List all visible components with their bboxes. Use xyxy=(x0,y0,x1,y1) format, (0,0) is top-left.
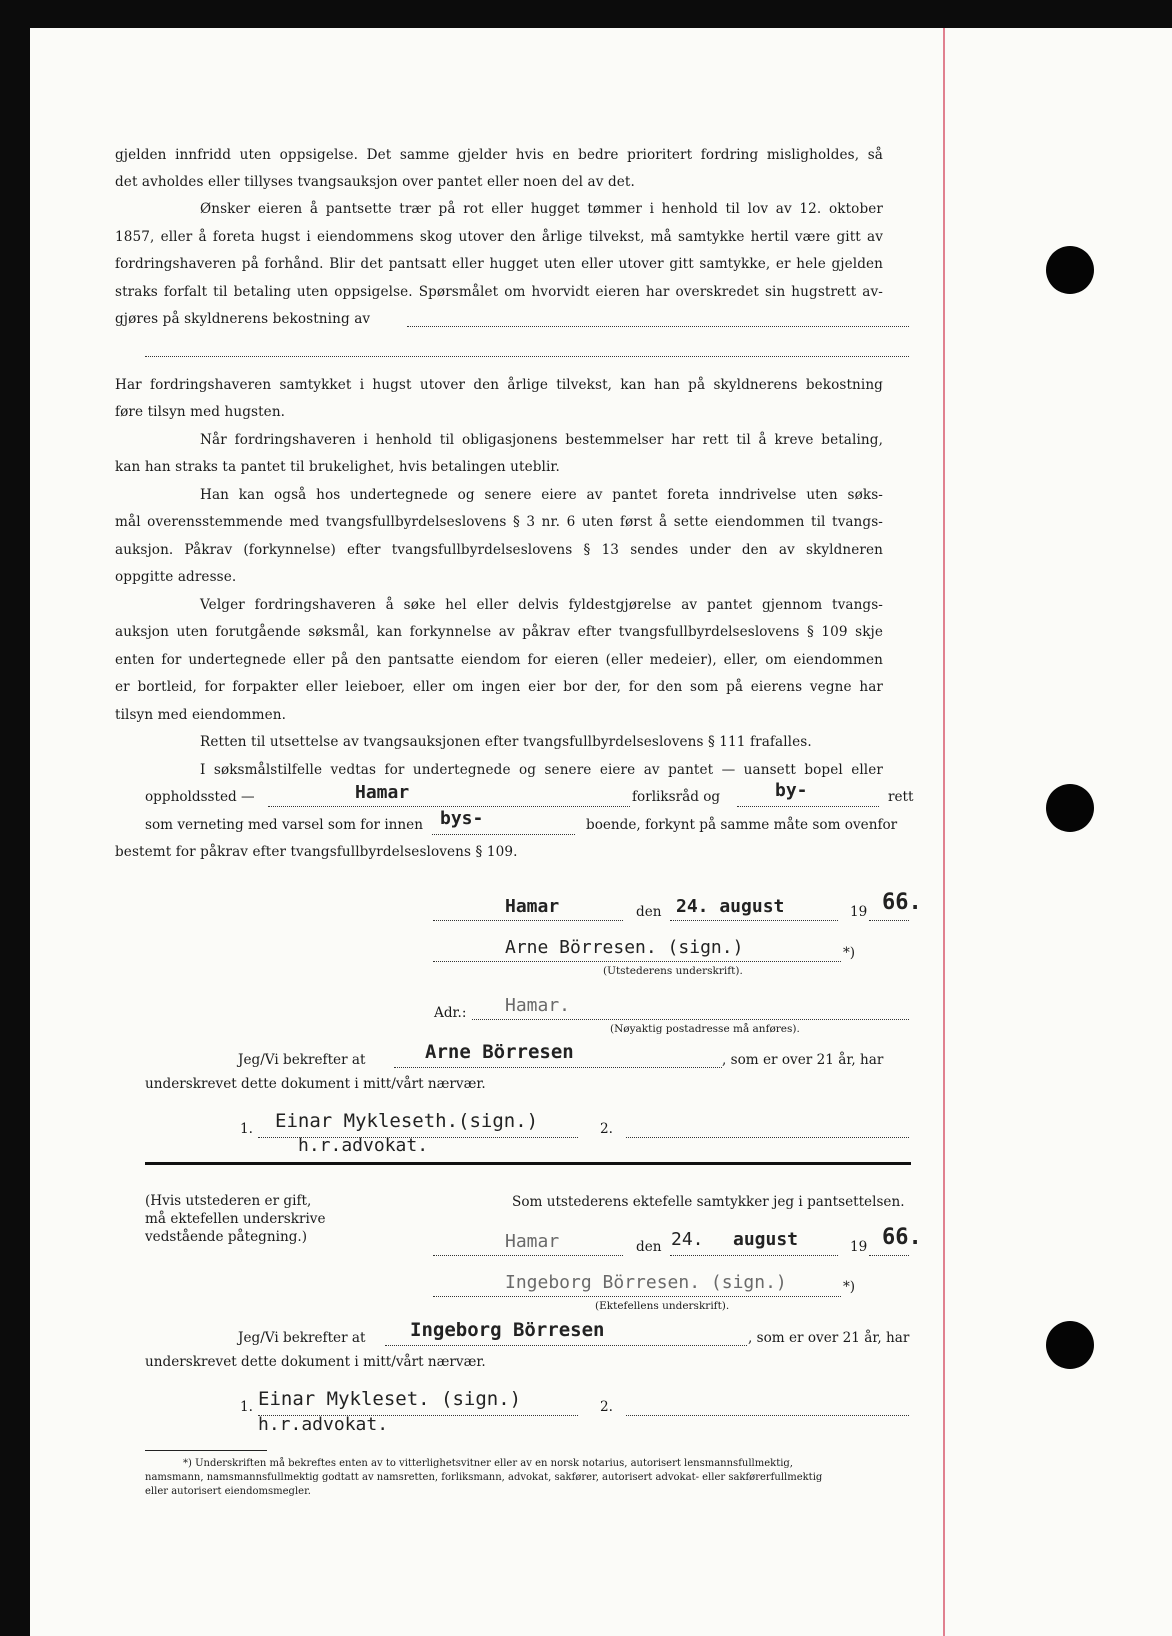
text-line: fordringshaveren på forhånd. Blir det pantsatt eller hugget uten eller utover gitt samtykke, er hele gjelden xyxy=(115,256,883,272)
label-verneting: som verneting med varsel som for innen xyxy=(145,817,423,833)
blank-line xyxy=(432,834,575,835)
text-line: tilsyn med eiendommen. xyxy=(115,707,287,723)
caption-spouse-signature: (Ektefellens underskrift). xyxy=(595,1300,730,1312)
year-prefix: 19 xyxy=(850,1239,868,1255)
text-line: straks forfalt til betaling uten oppsigelse. Spørsmålet om hvorvidt eieren har overskredet sin hugstrett av- xyxy=(115,284,883,300)
label-court: forliksråd og xyxy=(632,789,721,805)
blank-line xyxy=(145,356,909,357)
text-line: bestemt for påkrav efter tvangsfullbyrdelseslovens § 109. xyxy=(115,844,518,860)
text-line: enten for undertegnede eller på den pantsatte eiendom for eieren (eller medeier), eller, om eiendommen xyxy=(115,652,883,668)
label-age: , som er over 21 år, har xyxy=(722,1052,884,1068)
label-address: Adr.: xyxy=(434,1005,467,1021)
within-value: bys- xyxy=(440,808,484,829)
blank-line xyxy=(869,1255,909,1256)
text-line: det avholdes eller tillyses tvangsauksjon over pantet eller noen del av det. xyxy=(115,174,635,190)
text-line: Ønsker eieren å pantsette trær på rot eller hugget tømmer i henhold til lov av 12. oktober xyxy=(200,201,883,217)
confirmed-name: Arne Börresen xyxy=(425,1041,574,1063)
punch-hole xyxy=(1046,784,1094,832)
spouse-consent: Som utstederens ektefelle samtykker jeg i pantsettelsen. xyxy=(512,1194,905,1210)
punch-hole xyxy=(1046,246,1094,294)
text-line: oppgitte adresse. xyxy=(115,569,237,585)
label-rett: rett xyxy=(888,789,914,805)
issuer-date: 24. august xyxy=(676,896,785,917)
text-line: 1857, eller å foreta hugst i eiendommens skog utover den årlige tilvekst, må samtykke hertil være gitt av xyxy=(115,229,883,245)
label-confirm: Jeg/Vi bekrefter at xyxy=(238,1330,366,1346)
issuer-address: Hamar. xyxy=(505,995,571,1016)
footnote: *) Underskriften må bekreftes enten av to vitterlighetsvitner eller av en norsk notarius, autorisert lensmannsfullmektig, namsmann, namsmannsfullmektig godtatt av namsretten, forliksmann, advokat, sakfører, autorisert advokat- eller sakførerfullmektig eller autorisert eiendomsmegler. xyxy=(145,1458,823,1497)
label-resident: boende, forkynt på samme måte som ovenfor xyxy=(586,817,898,833)
residence-value: Hamar xyxy=(355,782,410,803)
witness-title-1: h.r.advokat. xyxy=(298,1135,429,1156)
text-line: Retten til utsettelse av tvangsauksjonen efter tvangsfullbyrdelseslovens § 111 frafalles. xyxy=(200,734,812,750)
year-prefix: 19 xyxy=(850,904,868,920)
witness-signature-1: Einar Mykleset. (sign.) xyxy=(258,1388,522,1410)
blank-line xyxy=(737,806,879,807)
footnote-marker: *) xyxy=(843,945,856,961)
blank-line xyxy=(472,1019,909,1020)
spouse-signature: Ingeborg Börresen. (sign.) xyxy=(505,1272,787,1293)
signature-line xyxy=(626,1415,909,1416)
label-den: den xyxy=(636,1239,662,1255)
spouse-place: Hamar xyxy=(505,1231,560,1252)
caption-signature: (Utstederens underskrift). xyxy=(603,965,743,977)
caption-address: (Nøyaktig postadresse må anføres). xyxy=(610,1023,800,1035)
issuer-signature: Arne Börresen. (sign.) xyxy=(505,937,744,958)
label-age: , som er over 21 år, har xyxy=(748,1330,910,1346)
issuer-place: Hamar xyxy=(505,896,560,917)
issuer-year: 66. xyxy=(882,890,922,915)
blank-line xyxy=(670,1255,838,1256)
spouse-year: 66. xyxy=(882,1225,922,1250)
label-signed: underskrevet dette dokument i mitt/vårt nærvær. xyxy=(145,1076,486,1092)
text-line: Han kan også hos undertegnede og senere eiere av pantet foreta inndrivelse uten søks- xyxy=(200,487,883,503)
text-line: I søksmålstilfelle vedtas for undertegnede og senere eiere av pantet — uansett bopel eller xyxy=(200,762,883,778)
witness-number-1: 1. xyxy=(240,1399,253,1415)
spouse-note: (Hvis utstederen er gift, må ektefellen underskrive vedstående påtegning.) xyxy=(145,1193,326,1245)
witness-number-1: 1. xyxy=(240,1121,253,1137)
blank-line xyxy=(433,920,623,921)
text-line: er bortleid, for forpakter eller leieboer, eller om ingen eier bor der, for den som på eierens vegne har xyxy=(115,679,883,695)
witness-signature-1: Einar Mykleseth.(sign.) xyxy=(275,1110,539,1132)
label-residence: oppholdssted — xyxy=(145,789,255,805)
witness-number-2: 2. xyxy=(600,1121,613,1137)
margin-line xyxy=(943,28,945,1636)
blank-line xyxy=(869,920,909,921)
confirmed-name: Ingeborg Börresen xyxy=(410,1319,605,1341)
blank-line xyxy=(385,1345,747,1346)
label-signed: underskrevet dette dokument i mitt/vårt nærvær. xyxy=(145,1354,486,1370)
footnote-rule xyxy=(145,1450,267,1451)
text-line: mål overensstemmende med tvangsfullbyrdelseslovens § 3 nr. 6 uten først å sette eiendommen til tvangs- xyxy=(115,514,883,530)
text-line: auksjon uten forutgående søksmål, kan forkynnelse av påkrav efter tvangsfullbyrdelseslovens § 109 skje xyxy=(115,624,883,640)
text-line: føre tilsyn med hugsten. xyxy=(115,404,286,420)
blank-line xyxy=(407,326,909,327)
blank-line xyxy=(268,806,630,807)
spouse-date-day: 24. xyxy=(671,1229,704,1250)
label-den: den xyxy=(636,904,662,920)
signature-line xyxy=(433,961,841,962)
text-line: kan han straks ta pantet til brukelighet, hvis betalingen uteblir. xyxy=(115,459,560,475)
text-line: gjøres på skyldnerens bekostning av xyxy=(115,311,371,327)
blank-line xyxy=(433,1255,623,1256)
blank-line xyxy=(670,920,838,921)
text-line: Har fordringshaveren samtykket i hugst utover den årlige tilvekst, kan han på skyldnerens bekostning xyxy=(115,377,883,393)
witness-title-1: h.r.advokat. xyxy=(258,1414,389,1435)
label-confirm: Jeg/Vi bekrefter at xyxy=(238,1052,366,1068)
section-divider xyxy=(145,1162,911,1165)
court-value: by- xyxy=(775,780,808,801)
text-line: Velger fordringshaveren å søke hel eller delvis fyldestgjørelse av pantet gjennom tvangs- xyxy=(200,597,883,613)
blank-line xyxy=(394,1067,722,1068)
punch-hole xyxy=(1046,1321,1094,1369)
signature-line xyxy=(433,1296,841,1297)
text-line: gjelden innfridd uten oppsigelse. Det samme gjelder hvis en bedre prioritert fordring misligholdes, så xyxy=(115,147,883,163)
spouse-date-month: august xyxy=(733,1229,799,1250)
footnote-marker: *) xyxy=(843,1279,856,1295)
signature-line xyxy=(626,1137,909,1138)
text-line: Når fordringshaveren i henhold til obligasjonens bestemmelser har rett til å kreve betaling, xyxy=(200,432,883,448)
witness-number-2: 2. xyxy=(600,1399,613,1415)
text-line: auksjon. Påkrav (forkynnelse) efter tvangsfullbyrdelseslovens § 13 sendes under den av skyldneren xyxy=(115,542,883,558)
